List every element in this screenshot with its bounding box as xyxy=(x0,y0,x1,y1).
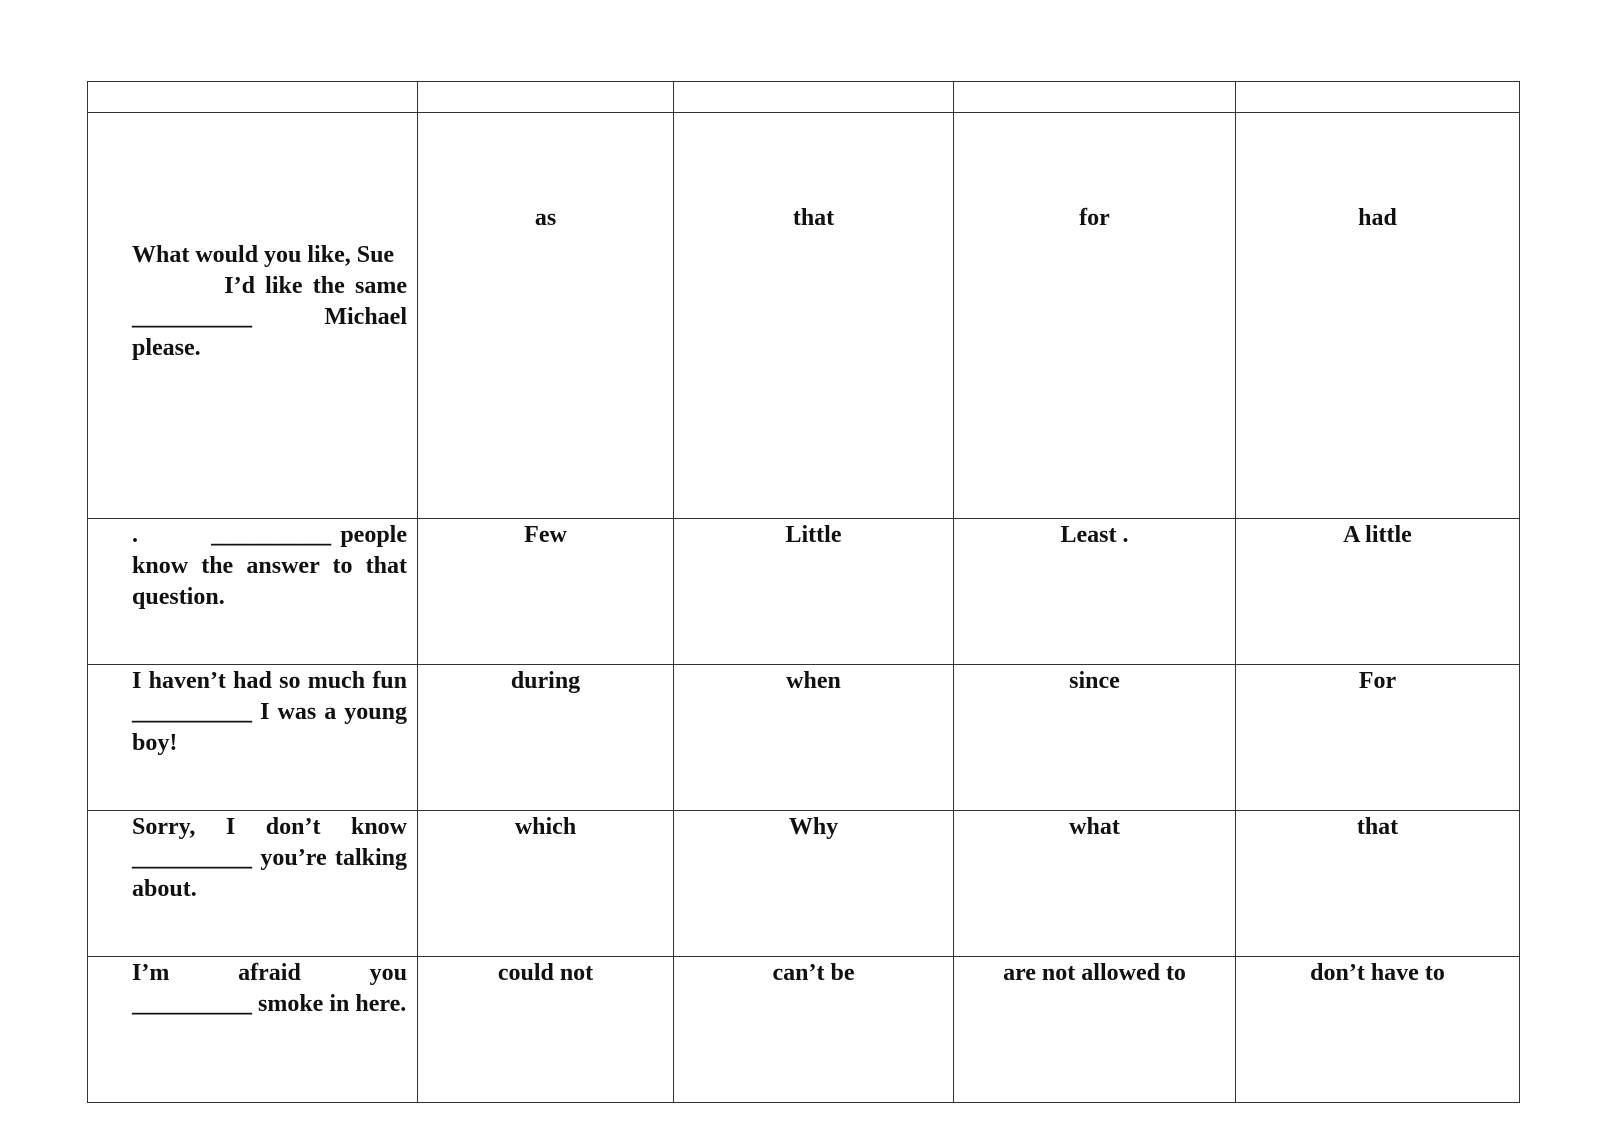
option-cell: that xyxy=(1236,811,1520,957)
question-cell xyxy=(88,957,418,1103)
question-cell xyxy=(88,113,418,519)
option-cell: Little xyxy=(674,519,954,665)
header-cell xyxy=(954,82,1236,113)
option-cell: had xyxy=(1236,113,1520,519)
option-cell: that xyxy=(674,113,954,519)
table-row xyxy=(88,811,1520,957)
option-cell: what xyxy=(954,811,1236,957)
table-row xyxy=(88,665,1520,811)
header-cell xyxy=(674,82,954,113)
question-text: What would you like, Sue I’d like the same __________ Michael please. xyxy=(132,241,407,361)
option-cell: since xyxy=(954,665,1236,811)
option-cell: Least . xyxy=(954,519,1236,665)
header-cell xyxy=(1236,82,1520,113)
option-cell: as xyxy=(418,113,674,519)
option-cell: when xyxy=(674,665,954,811)
option-cell: which xyxy=(418,811,674,957)
option-cell: during xyxy=(418,665,674,811)
quiz-table xyxy=(87,81,1520,1103)
option-cell: For xyxy=(1236,665,1520,811)
option-cell: A little xyxy=(1236,519,1520,665)
question-text: I’m afraid you __________ smoke in here. xyxy=(132,960,413,1017)
table-row xyxy=(88,519,1520,665)
question-cell xyxy=(88,811,418,957)
option-cell: Few xyxy=(418,519,674,665)
option-cell: don’t have to xyxy=(1236,957,1520,1103)
question-text: I haven’t had so much fun __________ I was a young boy! xyxy=(132,668,413,756)
option-cell: could not xyxy=(418,957,674,1103)
option-cell: for xyxy=(954,113,1236,519)
table-row xyxy=(88,113,1520,519)
question-text: Sorry, I don’t know __________ you’re talking about. xyxy=(132,814,413,902)
option-cell: can’t be xyxy=(674,957,954,1103)
option-cell: are not allowed to xyxy=(954,957,1236,1103)
question-cell xyxy=(88,665,418,811)
header-cell xyxy=(88,82,418,113)
question-text: . __________ people know the answer to that question. xyxy=(132,522,413,610)
option-cell: Why xyxy=(674,811,954,957)
question-cell xyxy=(88,519,418,665)
header-cell xyxy=(418,82,674,113)
table-row xyxy=(88,957,1520,1103)
table-header-row xyxy=(88,82,1520,113)
